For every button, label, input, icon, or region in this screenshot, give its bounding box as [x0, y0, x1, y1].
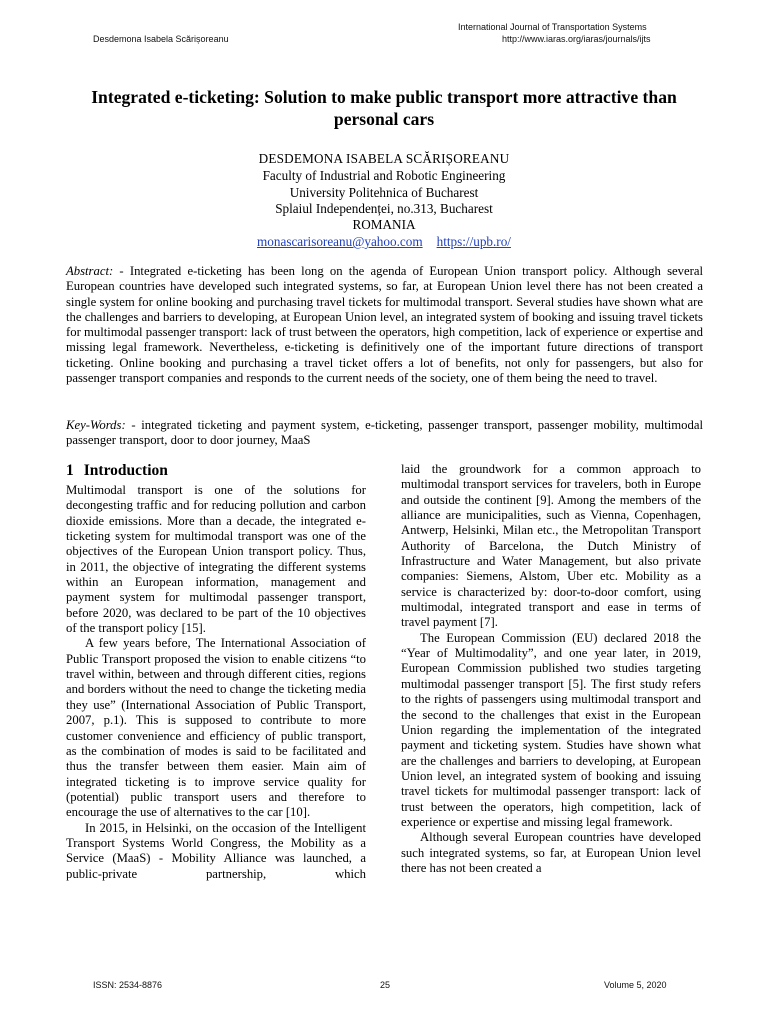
body-column-left — [66, 461, 366, 882]
abstract-text: - Integrated e-ticketing has been long on the agenda of European Union transport policy. Although several European countries have developed such integrated systems, so far, at European Union level there has not been created a single system for online booking and purchasing travel tickets for multimodal transport. Several studies have shown what are the challenges and barriers to developing, at European Union level, an integrated system of booking and issuing travel tickets for multimodal passenger transport: lack of trust between the operators, high competition, lack of experience or expertise and missing legal framework. Nevertheless, e-ticketing is definitively one of the important future directions of transport ticketing. Online booking and purchasing a travel ticket offers a lot of benefits, not only for passengers, but also for passenger transport companies and responds to the current needs of the society, one of them being the need to travel. — [66, 264, 703, 386]
abstract-label: Abstract: — [66, 264, 114, 278]
body-paragraph-3: In 2015, in Helsinki, on the occasion of the Intelligent Transport Systems World Congress, the Mobility as a Service (MaaS) - Mobility Alliance was launched, a public-private partnership, which — [66, 820, 366, 881]
body-column-right — [401, 462, 701, 876]
footer-issn: ISSN: 2534-8876 — [93, 980, 163, 990]
footer-volume: Volume 5, 2020 — [604, 980, 667, 990]
body-paragraph-5: Although several European countries have developed such integrated systems, so far, at European Union level there has not been created a — [401, 830, 701, 875]
section-number: 1 — [66, 462, 74, 479]
body-paragraph-4: The European Commission (EU) declared 2018 the “Year of Multimodality”, and one year later, in 2019, European Commission published two studies targeting multimodal passenger transport [5]. The first study refers to the rights of passengers using multimodal transport and the second to the challenges that exist in the European Union regarding the implementation of the integrated payment and ticketing system. Studies have shown what are the challenges and barriers to developing, at European Union level, an integrated system of booking and issuing travel tickets for multimodal passenger transport: lack of trust between the operators, high competition, lack of experience or expertise and missing legal framework. — [401, 630, 701, 829]
running-header-journal: International Journal of Transportation Systems — [458, 22, 647, 32]
footer-page-number: 25 — [380, 980, 391, 990]
body-paragraph-1: Multimodal transport is one of the solutions for decongesting traffic and for reducing pollution and carbon dioxide emissions. More than a decade, the integrated e-ticketing system for multimodal transport was one of the objectives of the European Union transport policy. Thus, in 2011, the objective of integrating the different systems within an European information, management and payment system for multimodal passenger transport, before 2020, was declared to be part of the 10 objectives of the transport policy [15]. — [66, 483, 366, 636]
author-country: ROMANIA — [352, 217, 416, 232]
author-email-link[interactable]: monascarisoreanu@yahoo.com — [257, 234, 423, 249]
running-header-author: Desdemona Isabela Scărișoreanu — [93, 34, 229, 44]
body-paragraph-3-continued: laid the groundwork for a common approach to multimodal transport services for travelers, both in Europe and outside the continent [9]. Among the members of the alliance are municipalities, such as Vienna, Copenhagen, Antwerp, Helsinki, Milan etc., the Metropolitan Transport Authority of Barcelona, the Dutch Ministry of Infrastructure and Water Management, but also private companies: Siemens, Alstom, Uber etc. Mobility as a service is characterized by: door-to-door comfort, using multimodal, integrated transport and ease in terms of travel payment [7]. — [401, 462, 701, 630]
keywords — [66, 418, 703, 449]
author-name: DESDEMONA ISABELA SCĂRIȘOREANU — [258, 151, 510, 166]
abstract — [66, 264, 703, 386]
author-address: Splaiul Independenței, no.313, Bucharest — [275, 201, 493, 216]
section-heading — [66, 461, 366, 481]
keywords-label: Key-Words: — [66, 418, 126, 432]
university-website-link[interactable]: https://upb.ro/ — [436, 234, 511, 249]
author-university: University Politehnica of Bucharest — [289, 185, 479, 200]
author-faculty: Faculty of Industrial and Robotic Engineering — [262, 168, 506, 183]
body-paragraph-2: A few years before, The International Association of Public Transport proposed the vision to enable citizens “to travel within, between and through different cities, regions and borders without the need to change the ticketing media they use” (International Association of Public Transport, 2007, p.1). This is supposed to contribute to more customer convenience and efficiency of public transport, as the combination of modes is said to be facilitated and thus the transfer between them easier. Main aim of integrated ticketing is to improve service quality for (potential) public transport users and therefore to encourage the use of alternatives to the car [10]. — [66, 636, 366, 820]
section-title: Introduction — [83, 462, 168, 479]
paper-title: Integrated e-ticketing: Solution to make public transport more attractive than personal cars — [91, 87, 677, 129]
running-header-url: http://www.iaras.org/iaras/journals/ijts — [502, 34, 651, 44]
keywords-text: - integrated ticketing and payment system, e-ticketing, passenger transport, passenger mobility, multimodal passenger transport, door to door journey, MaaS — [66, 418, 703, 448]
author-contact-links — [150, 233, 618, 250]
